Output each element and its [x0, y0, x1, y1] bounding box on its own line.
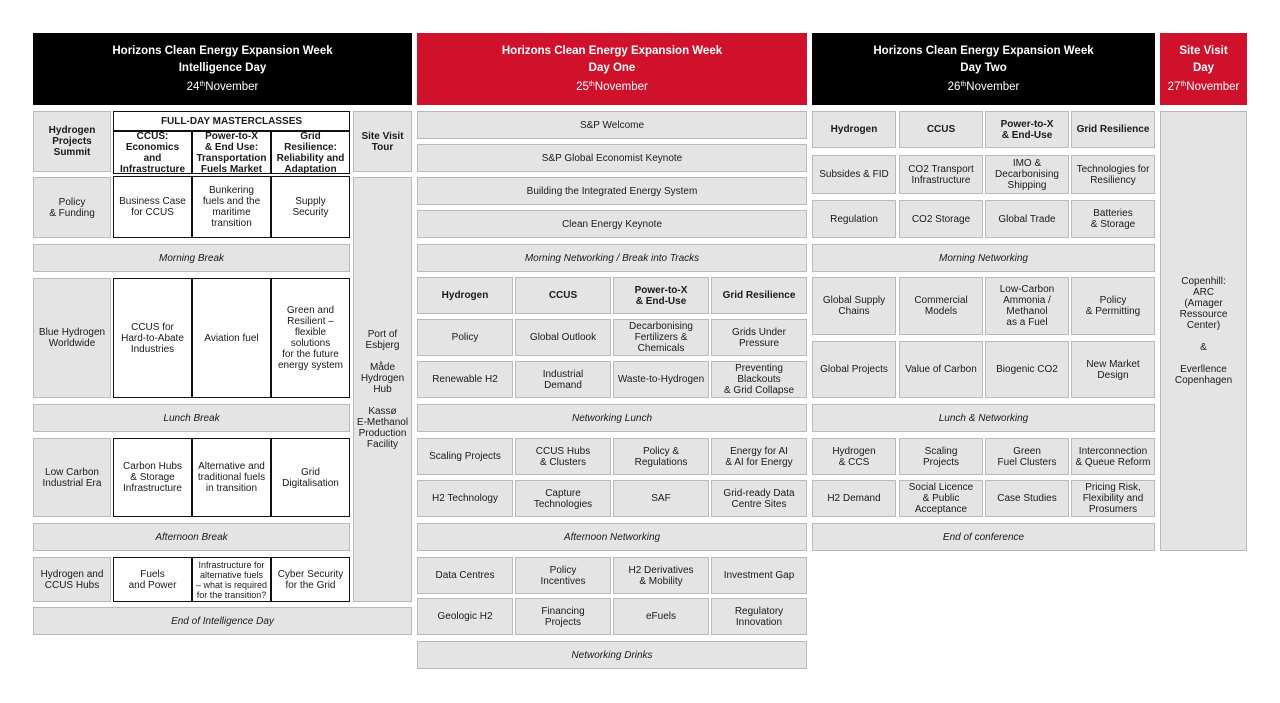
session-cell: Regulatory Innovation: [711, 598, 807, 635]
session-cell: Financing Projects: [515, 598, 611, 635]
grid-digitalisation: Grid Digitalisation: [271, 438, 350, 517]
session-cell: Batteries & Storage: [1071, 200, 1155, 238]
session-cell: Social Licence & Public Acceptance: [899, 480, 983, 517]
session-cell: New Market Design: [1071, 341, 1155, 398]
session-cell: Global Supply Chains: [812, 277, 896, 335]
header-day-one: [417, 33, 807, 105]
policy-funding: Policy & Funding: [33, 177, 111, 238]
session-cell: CO2 Storage: [899, 200, 983, 238]
masterclass-ccus: CCUS: Economics and Infrastructure: [113, 131, 192, 174]
session-cell: Value of Carbon: [899, 341, 983, 398]
ccus-hard-to-abate: CCUS for Hard-to-Abate Industries: [113, 278, 192, 398]
carbon-hubs-storage: Carbon Hubs & Storage Infrastructure: [113, 438, 192, 517]
header-title: Horizons Clean Energy Expansion Week: [112, 44, 333, 57]
track-hydrogen: Hydrogen: [812, 111, 896, 148]
morning-networking-tracks: Morning Networking / Break into Tracks: [417, 244, 807, 272]
track-power-to-x: Power-to-X & End-Use: [985, 111, 1069, 148]
bunkering-fuels: Bunkering fuels and the maritime transition: [192, 176, 271, 238]
session-cell: Scaling Projects: [417, 438, 513, 475]
header-subtitle: Day: [1192, 61, 1215, 74]
aviation-fuel: Aviation fuel: [192, 278, 271, 398]
header-subtitle: Intelligence Day: [178, 61, 267, 74]
clean-energy-keynote: Clean Energy Keynote: [417, 210, 807, 238]
end-intelligence-day: End of Intelligence Day: [33, 607, 412, 635]
cyber-security-grid: Cyber Security for the Grid: [271, 557, 350, 602]
session-cell: Capture Technologies: [515, 480, 611, 517]
economist-keynote: S&P Global Economist Keynote: [417, 144, 807, 172]
low-carbon-industrial-era: Low Carbon Industrial Era: [33, 438, 111, 517]
header-intelligence-day: [33, 33, 412, 105]
session-cell: Technologies for Resiliency: [1071, 155, 1155, 194]
session-cell: Interconnection & Queue Reform: [1071, 438, 1155, 475]
session-cell: H2 Demand: [812, 480, 896, 517]
session-cell: Data Centres: [417, 557, 513, 594]
session-cell: CCUS Hubs & Clusters: [515, 438, 611, 475]
session-cell: Hydrogen & CCS: [812, 438, 896, 475]
session-cell: Policy & Permitting: [1071, 277, 1155, 335]
session-cell: Policy & Regulations: [613, 438, 709, 475]
morning-networking: Morning Networking: [812, 244, 1155, 272]
full-day-masterclasses: FULL-DAY MASTERCLASSES: [113, 111, 350, 131]
blue-hydrogen-worldwide: Blue Hydrogen Worldwide: [33, 278, 111, 398]
afternoon-networking: Afternoon Networking: [417, 523, 807, 551]
session-cell: SAF: [613, 480, 709, 517]
header-title: Horizons Clean Energy Expansion Week: [873, 44, 1094, 57]
fuels-and-power: Fuels and Power: [113, 557, 192, 602]
track-grid-resilience: Grid Resilience: [711, 277, 807, 314]
integrated-energy-system: Building the Integrated Energy System: [417, 177, 807, 205]
header-date: 25thNovember: [576, 80, 648, 93]
session-cell: Low-Carbon Ammonia / Methanol as a Fuel: [985, 277, 1069, 335]
session-cell: Policy: [417, 319, 513, 356]
supply-security: Supply Security: [271, 176, 350, 238]
lunch-networking: Lunch & Networking: [812, 404, 1155, 432]
session-cell: H2 Derivatives & Mobility: [613, 557, 709, 594]
session-cell: Global Projects: [812, 341, 896, 398]
header-date: 24thNovember: [186, 80, 259, 93]
masterclass-power-to-x: Power-to-X & End Use: Transportation Fuels Market: [192, 131, 271, 174]
header-site-visit-day: [1160, 33, 1247, 105]
track-power-to-x: Power-to-X & End-Use: [613, 277, 709, 314]
session-cell: Case Studies: [985, 480, 1069, 517]
session-cell: Waste-to-Hydrogen: [613, 361, 709, 398]
session-cell: Subsides & FID: [812, 155, 896, 194]
site-tour-details: Port of Esbjerg Måde Hydrogen Hub Kassø E-Methanol Production Facility: [353, 177, 412, 602]
header-title: Site Visit: [1179, 44, 1228, 57]
sp-welcome: S&P Welcome: [417, 111, 807, 139]
networking-drinks: Networking Drinks: [417, 641, 807, 669]
session-cell: Scaling Projects: [899, 438, 983, 475]
header-date: 27thNovember: [1167, 80, 1240, 93]
session-cell: Renewable H2: [417, 361, 513, 398]
session-cell: Geologic H2: [417, 598, 513, 635]
session-cell: CO2 Transport Infrastructure: [899, 155, 983, 194]
alt-traditional-fuels: Alternative and traditional fuels in transition: [192, 438, 271, 517]
session-cell: Grid-ready Data Centre Sites: [711, 480, 807, 517]
afternoon-break: Afternoon Break: [33, 523, 350, 551]
networking-lunch: Networking Lunch: [417, 404, 807, 432]
infra-alt-fuels: Infrastructure for alternative fuels – what is required for the transition?: [192, 557, 271, 602]
track-ccus: CCUS: [899, 111, 983, 148]
session-cell: Regulation: [812, 200, 896, 238]
session-cell: Global Trade: [985, 200, 1069, 238]
business-case-ccus: Business Case for CCUS: [113, 176, 192, 238]
session-cell: Energy for AI & AI for Energy: [711, 438, 807, 475]
session-cell: Biogenic CO2: [985, 341, 1069, 398]
session-cell: Commercial Models: [899, 277, 983, 335]
session-cell: H2 Technology: [417, 480, 513, 517]
track-ccus: CCUS: [515, 277, 611, 314]
session-cell: Policy Incentives: [515, 557, 611, 594]
session-cell: Global Outlook: [515, 319, 611, 356]
morning-break: Morning Break: [33, 244, 350, 272]
hydrogen-projects-summit: Hydrogen Projects Summit: [33, 111, 111, 172]
site-visit-tour: Site Visit Tour: [353, 111, 412, 172]
header-title: Horizons Clean Energy Expansion Week: [501, 44, 723, 57]
session-cell: Pricing Risk, Flexibility and Prosumers: [1071, 480, 1155, 517]
header-subtitle: Day Two: [960, 61, 1007, 74]
track-grid-resilience: Grid Resilience: [1071, 111, 1155, 148]
session-cell: IMO & Decarbonising Shipping: [985, 155, 1069, 194]
session-cell: Industrial Demand: [515, 361, 611, 398]
header-day-two: [812, 33, 1155, 105]
end-of-conference: End of conference: [812, 523, 1155, 551]
site-visit-details: Copenhill: ARC (Amager Ressource Center) & Everllence Copenhagen: [1160, 111, 1247, 551]
session-cell: Investment Gap: [711, 557, 807, 594]
masterclass-grid-resilience: Grid Resilience: Reliability and Adaptation: [271, 131, 350, 174]
session-cell: Grids Under Pressure: [711, 319, 807, 356]
hydrogen-ccus-hubs: Hydrogen and CCUS Hubs: [33, 557, 111, 602]
lunch-break: Lunch Break: [33, 404, 350, 432]
session-cell: eFuels: [613, 598, 709, 635]
green-resilient: Green and Resilient – flexible solutions for the future energy system: [271, 278, 350, 398]
session-cell: Preventing Blackouts & Grid Collapse: [711, 361, 807, 398]
session-cell: Green Fuel Clusters: [985, 438, 1069, 475]
session-cell: Decarbonising Fertilizers & Chemicals: [613, 319, 709, 356]
track-hydrogen: Hydrogen: [417, 277, 513, 314]
header-date: 26thNovember: [947, 80, 1020, 93]
header-subtitle: Day One: [588, 61, 636, 74]
